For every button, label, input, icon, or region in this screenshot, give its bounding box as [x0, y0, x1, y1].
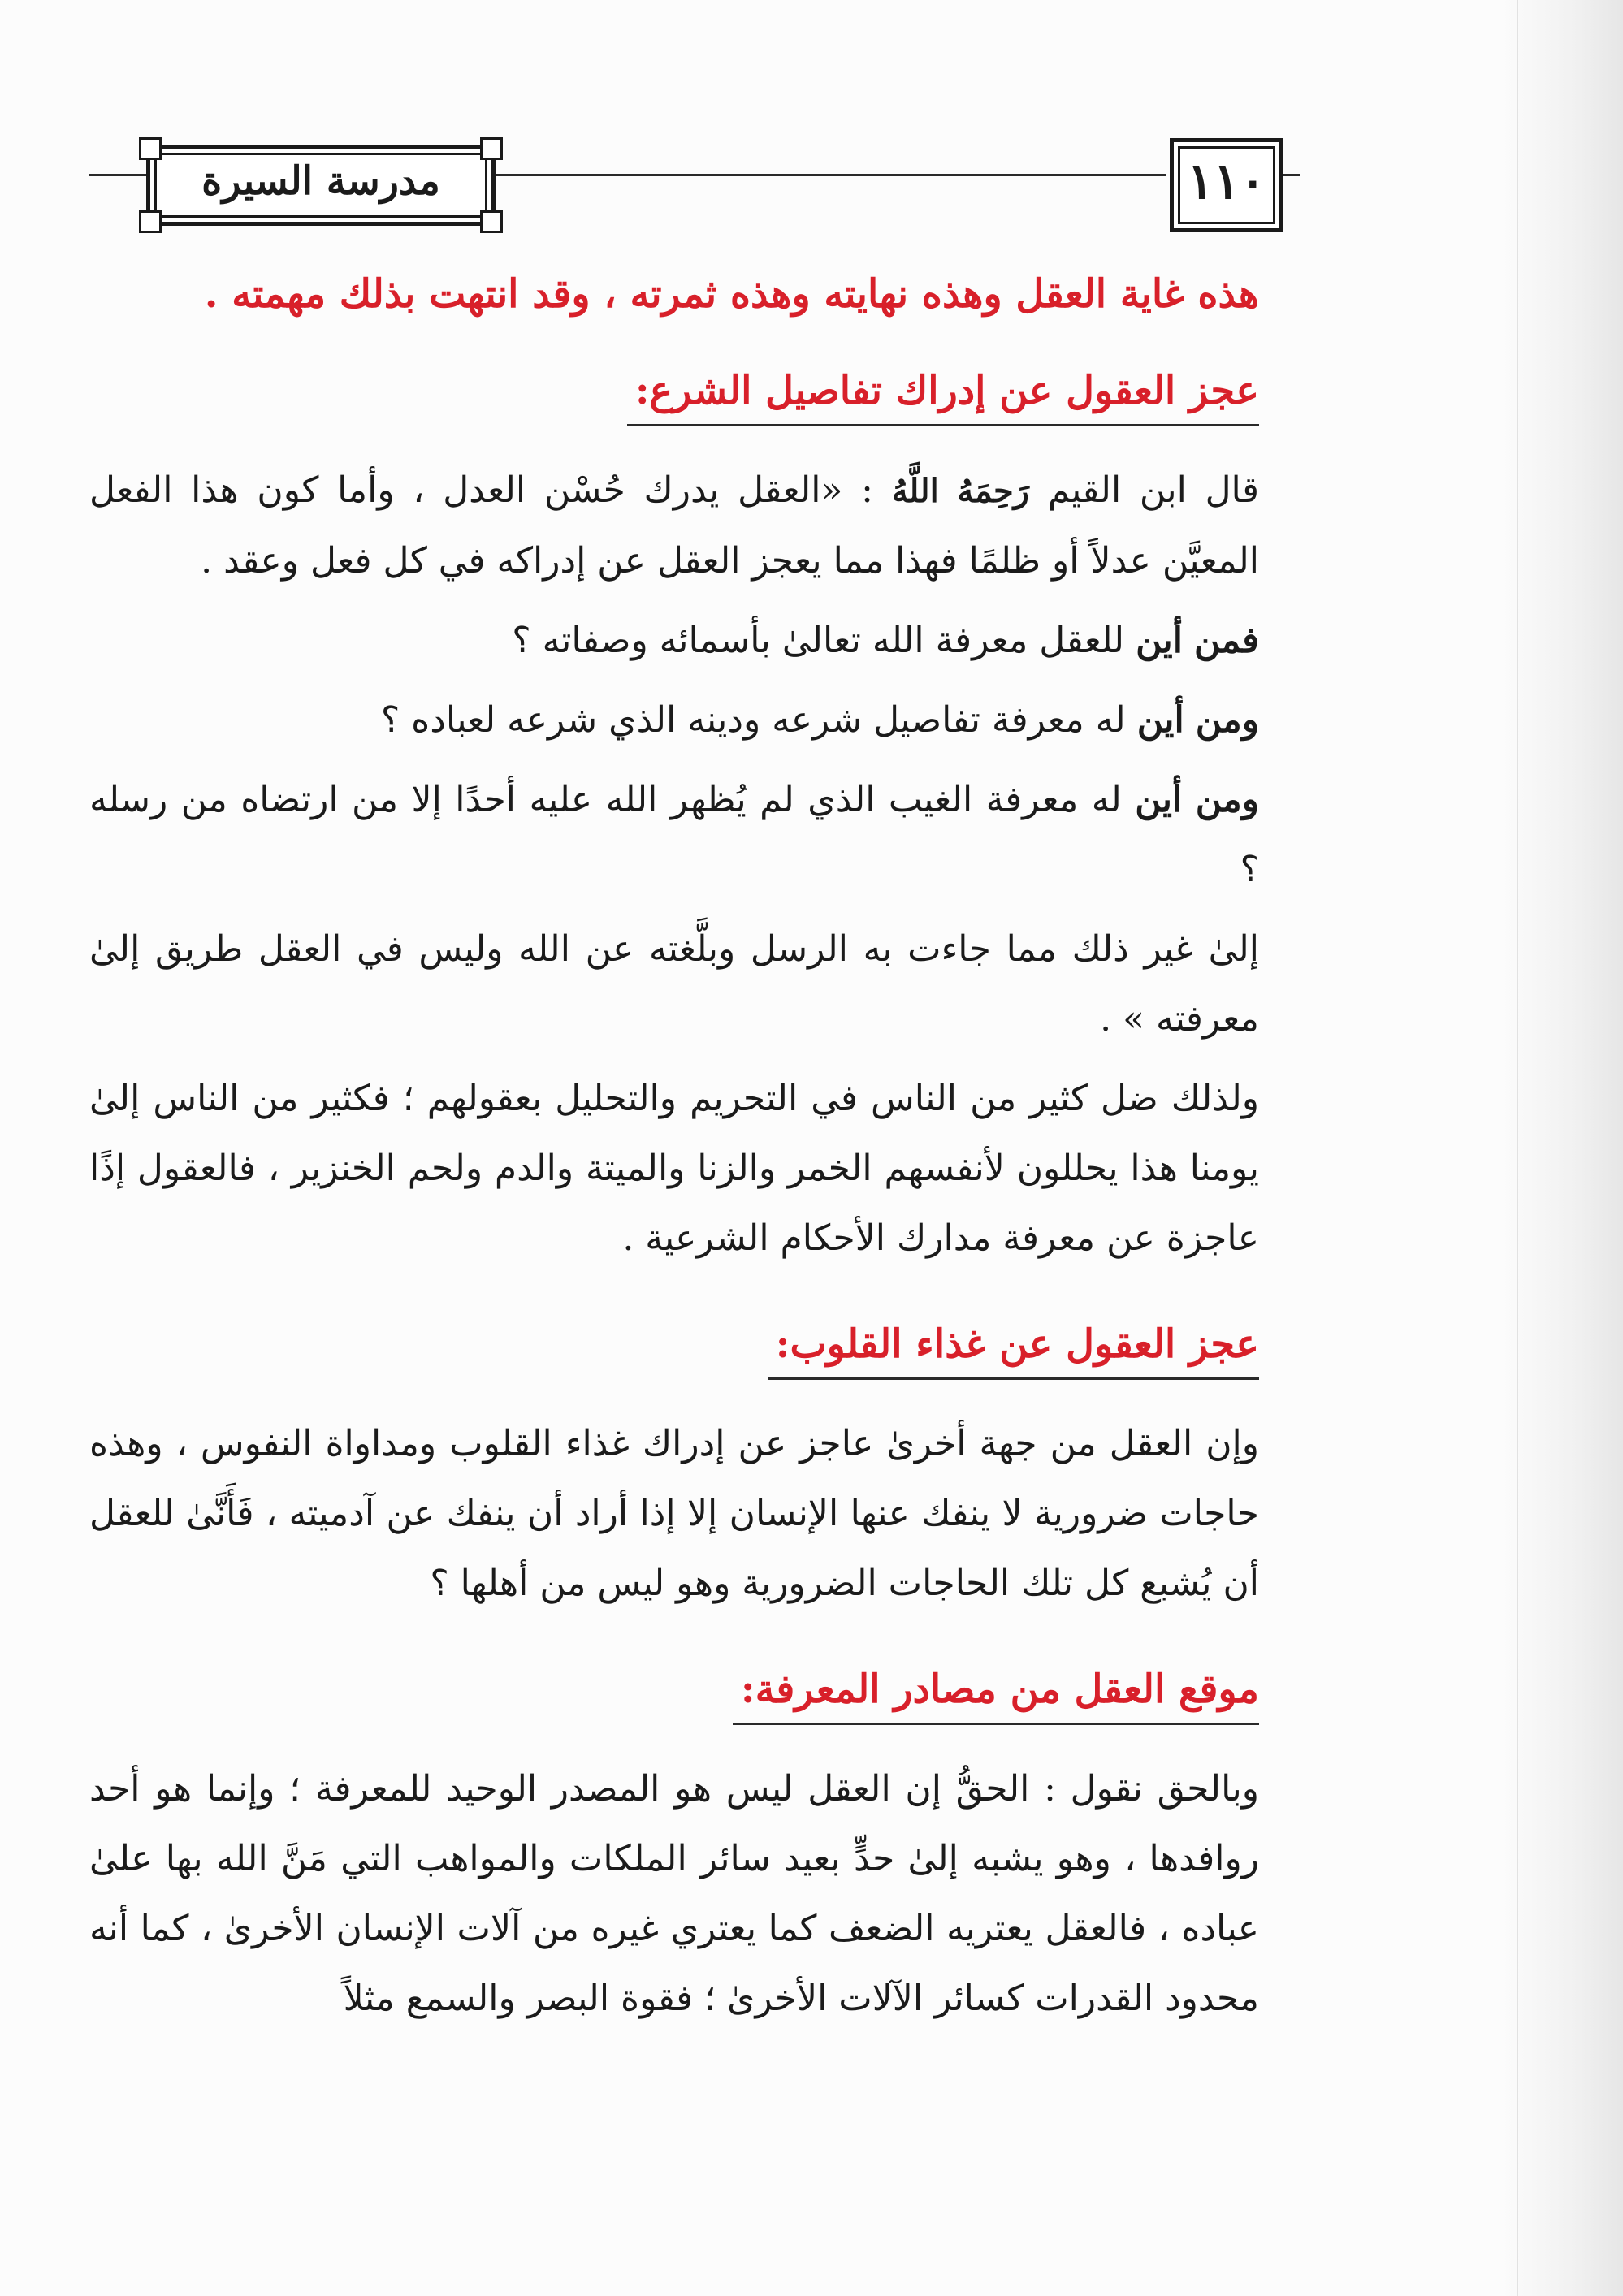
- paragraph: [89, 456, 1259, 596]
- section-heading-wrap: [89, 362, 1259, 426]
- paragraph: إلىٰ غير ذلك مما جاءت به الرسل وبلَّغته عن الله وليس في العقل طريق إلىٰ معرفته » .: [89, 928, 1259, 1040]
- frame-ornament: [480, 210, 503, 233]
- header-rule-left: [89, 174, 150, 176]
- question: [89, 606, 1259, 676]
- frame-ornament: [480, 137, 503, 160]
- header-title-frame: [146, 145, 496, 226]
- question-lead: فمن: [1194, 620, 1259, 661]
- text-run: : «العقل يدرك حُسْن العدل ، وأما كون هذا الفعل المعيَّن عدلاً أو ظلمًا فهذا مما يعجز العقل عن إدراكه في كل فعل وعقد .: [89, 469, 1259, 582]
- running-header: [89, 138, 1300, 227]
- section-heading-wrap: [89, 1661, 1259, 1725]
- question-text: للعقل معرفة الله تعالىٰ بأسمائه وصفاته ؟: [512, 620, 1125, 661]
- page-number: ١١٠: [1187, 153, 1266, 210]
- text-run: قال ابن القيم: [1047, 469, 1259, 511]
- question-keyword: أين: [1135, 779, 1183, 820]
- frame-ornament: [139, 137, 162, 160]
- paragraph: ولذلك ضل كثير من الناس في التحريم والتحليل بعقولهم ؛ فكثير من الناس إلىٰ يومنا هذا يحللون لأنفسهم الخمر والزنا والميتة والدم ولحم الخنزير ، فالعقول إذًا عاجزة عن معرفة مدارك الأحكام الشرعية .: [89, 1078, 1259, 1259]
- header-rule-middle: [491, 174, 1166, 176]
- question-text: له معرفة تفاصيل شرعه ودينه الذي شرعه لعباده ؟: [380, 699, 1126, 741]
- question: [89, 685, 1259, 755]
- book-title: مدرسة السيرة: [201, 158, 440, 204]
- question-text: له معرفة الغيب الذي لم يُظهر الله عليه أحدًا إلا من ارتضاه من رسله ؟: [89, 779, 1259, 890]
- question: [89, 765, 1259, 905]
- page-edge: [1501, 0, 1623, 2296]
- question-lead: ومن: [1195, 779, 1259, 820]
- frame-ornament: [139, 210, 162, 233]
- section-heading: عجز العقول عن إدراك تفاصيل الشرع:: [627, 362, 1259, 426]
- honorific: رَحِمَهُ اللَّهُ: [891, 472, 1029, 510]
- page-body: [89, 268, 1259, 2043]
- question-lead: ومن: [1195, 699, 1259, 741]
- page-number-frame: [1170, 138, 1283, 232]
- intro-sentence: هذه غاية العقل وهذه نهايته وهذه ثمرته ، وقد انتهت بذلك مهمته .: [204, 271, 1259, 317]
- question-keyword: أين: [1136, 620, 1184, 661]
- paragraph: وإن العقل من جهة أخرىٰ عاجز عن إدراك غذاء القلوب ومداواة النفوس ، وهذه حاجات ضرورية لا ينفك عنها الإنسان إلا إذا أراد أن ينفك عن آدميته ، فَأَنَّىٰ للعقل أن يُشبع كل تلك الحاجات الضرورية وهو ليس من أهلها ؟: [89, 1423, 1259, 1604]
- section-heading: عجز العقول عن غذاء القلوب:: [768, 1316, 1259, 1380]
- question-keyword: أين: [1136, 699, 1184, 741]
- section-heading: موقع العقل من مصادر المعرفة:: [733, 1661, 1259, 1725]
- paragraph: وبالحق نقول : الحقُّ إن العقل ليس هو المصدر الوحيد للمعرفة ؛ وإنما هو أحد روافدها ، وهو يشبه إلىٰ حدٍّ بعيد سائر الملكات والمواهب التي مَنَّ الله بها علىٰ عباده ، فالعقل يعتريه الضعف كما يعتري غيره من آلات الإنسان الأخرىٰ ، كما أنه محدود القدرات كسائر الآلات الأخرىٰ ؛ فقوة البصر والسمع مثلاً: [89, 1768, 1259, 2019]
- section-heading-wrap: [89, 1316, 1259, 1380]
